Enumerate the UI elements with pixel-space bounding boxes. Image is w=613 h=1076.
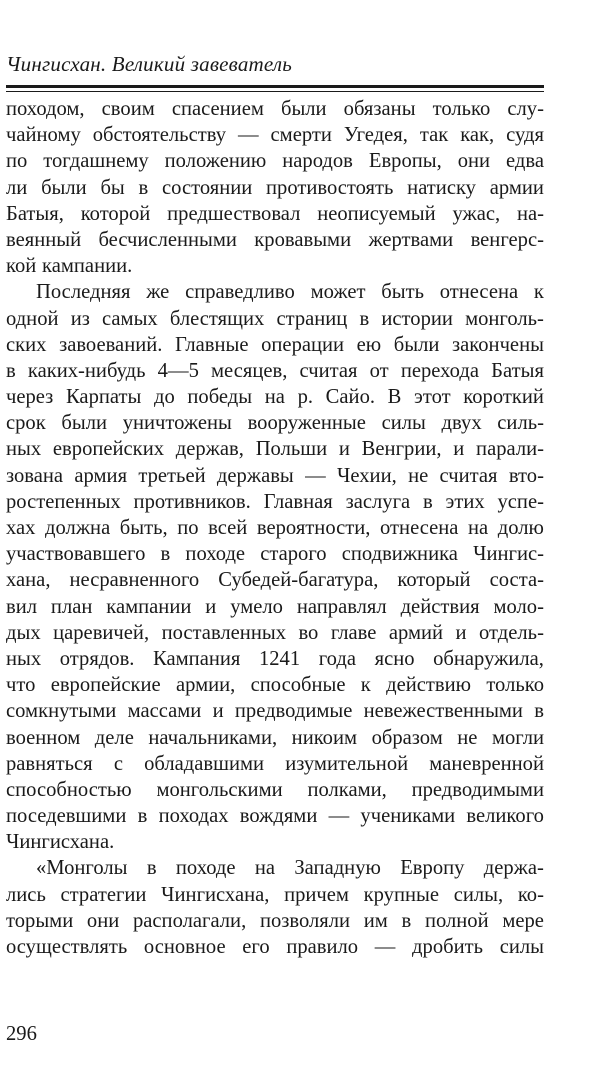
text-line [6, 646, 544, 672]
word: по [6, 150, 28, 173]
word: ных [6, 647, 42, 670]
word: закончены [452, 333, 544, 356]
word: уничтожены [122, 412, 232, 435]
word: полками, [307, 778, 387, 801]
word: противостоять [266, 176, 394, 199]
word: поседевшими [6, 805, 127, 828]
word: ли [6, 176, 28, 199]
word: равняться [6, 752, 93, 775]
word: держав, [175, 438, 244, 461]
word: армий [388, 621, 444, 644]
word: соста- [489, 569, 544, 592]
word: Главная [263, 490, 333, 513]
word: — [305, 464, 326, 487]
word: его [242, 936, 270, 958]
word: силы [381, 412, 426, 435]
word: образом [371, 726, 443, 749]
word: срок [6, 412, 46, 435]
word: отдель- [479, 621, 544, 644]
word: осуществлять [6, 936, 128, 958]
word: были [280, 98, 327, 120]
text-line [6, 567, 544, 593]
word: походах [158, 805, 229, 828]
word: блестящих [169, 307, 265, 330]
word: европейских [52, 438, 165, 461]
word: походе [175, 857, 236, 880]
word: ясно [374, 647, 415, 670]
word: до [153, 386, 175, 409]
word: главе [330, 621, 377, 644]
word: кой [6, 255, 37, 278]
word: в [137, 805, 148, 828]
word: в [138, 176, 149, 199]
word: спасением [171, 98, 264, 120]
word: Батыя [491, 359, 544, 382]
word: сподвижника [341, 543, 458, 566]
word: торыми [6, 909, 74, 932]
word: держа- [483, 857, 544, 880]
word: 4—5 [157, 359, 199, 382]
word: Европу [400, 857, 465, 880]
word: считая [439, 464, 498, 487]
text-line [6, 594, 544, 620]
text-line [6, 384, 544, 410]
word: Чингисхана. [6, 831, 115, 854]
text-line [6, 777, 544, 803]
word: отнесена [439, 281, 519, 304]
word: невежественными [363, 700, 523, 723]
word: действию [386, 674, 472, 697]
word: «Монголы [36, 857, 128, 880]
word: стратегии [60, 883, 147, 906]
word: обстоятельству [92, 124, 227, 147]
word: венгерс- [470, 228, 544, 251]
word: жертвами [368, 228, 454, 251]
word: к [360, 674, 371, 697]
word: вождями [239, 805, 318, 828]
word: через [6, 386, 54, 409]
word: одной [6, 307, 59, 330]
word: как, [460, 124, 495, 147]
word: полной [424, 909, 489, 932]
word: несравненного [69, 569, 200, 592]
word: всей [208, 517, 248, 539]
word: ростепенных [6, 490, 121, 513]
word: считая [299, 359, 358, 382]
word: самых [102, 307, 158, 330]
word: Чингис- [473, 543, 544, 566]
word: от [369, 359, 389, 382]
word: народов [282, 150, 353, 173]
word: силь- [497, 412, 544, 435]
word: силы, [453, 883, 504, 906]
text-line [6, 882, 544, 908]
word: Угедея, [343, 124, 408, 147]
word: Сайо. [325, 386, 376, 409]
word: крупные [363, 883, 440, 906]
word: Польши [255, 438, 328, 461]
word: короткий [463, 386, 544, 409]
word: обязаны [343, 98, 416, 120]
word: и [455, 621, 467, 644]
word: учениками [360, 805, 456, 828]
word: тогдашнему [43, 150, 149, 173]
word: только [432, 98, 491, 120]
word: на- [516, 202, 544, 225]
word: армии, [175, 674, 236, 697]
word: Венгрии, [361, 438, 442, 461]
word: может [310, 281, 366, 304]
word: хана, [6, 569, 51, 592]
text-line [6, 515, 544, 541]
word: дробить [412, 936, 484, 958]
word: только [486, 674, 544, 697]
word: армия [74, 464, 128, 487]
body-text [6, 96, 544, 960]
text-line [6, 148, 544, 174]
word: не [457, 726, 478, 749]
word: предшествовал [167, 202, 301, 225]
word: 1241 [258, 647, 301, 670]
word: великого [466, 805, 544, 828]
word: умело [230, 595, 283, 618]
word: ских [6, 333, 47, 356]
word: своим [101, 98, 155, 120]
word: в [401, 909, 412, 932]
word: по [177, 517, 199, 539]
word: позволяли [259, 909, 351, 932]
text-line [6, 725, 544, 751]
word: в [422, 490, 433, 513]
word: старого [260, 543, 327, 566]
word: предводимыми [411, 778, 544, 801]
word: никоим [291, 726, 358, 749]
word: натиску [407, 176, 476, 199]
word: неописуемый [317, 202, 436, 225]
word: — [328, 805, 350, 828]
word: массами [127, 700, 202, 723]
text-line [6, 306, 544, 332]
word: способностью [6, 778, 132, 801]
text-line [6, 541, 544, 567]
word: вероятности, [256, 517, 371, 539]
word: — [374, 936, 396, 958]
text-line [6, 489, 544, 515]
word: державы [216, 464, 294, 487]
word: и [212, 700, 224, 723]
word: обнаружила, [433, 647, 544, 670]
word: года [318, 647, 356, 670]
word: чайному [6, 124, 81, 147]
word: Главные [175, 333, 249, 356]
word: же [146, 281, 170, 304]
word: обладавшими [144, 752, 265, 775]
word: ных [6, 438, 42, 461]
word: бы [100, 176, 125, 199]
text-line [6, 410, 544, 436]
word: страниц [276, 307, 348, 330]
word: Субедей-багатура, [218, 569, 379, 592]
word: в [160, 543, 171, 566]
word: начальниками, [148, 726, 278, 749]
text-line [6, 253, 544, 279]
word: парали- [476, 438, 544, 461]
word: смерти [270, 124, 332, 147]
word: в [359, 307, 370, 330]
text-line [6, 829, 544, 855]
word: сомкнутыми [6, 700, 117, 723]
word: и [453, 438, 465, 461]
text-line [6, 463, 544, 489]
word: победы [187, 386, 253, 409]
word: с [113, 752, 123, 775]
word: едва [506, 150, 544, 173]
word: дых [6, 621, 41, 644]
word: военном [6, 726, 81, 749]
word: они [86, 909, 120, 932]
text-line [6, 672, 544, 698]
word: располагали, [132, 909, 247, 932]
word: вооруженные [247, 412, 366, 435]
word: деле [94, 726, 134, 749]
word: маневренной [429, 752, 544, 775]
word: на [264, 386, 285, 409]
word: кампании. [42, 255, 133, 278]
word: быть [381, 281, 424, 304]
text-line [6, 803, 544, 829]
word: монголь- [465, 307, 544, 330]
word: истории [381, 307, 453, 330]
word: должна [45, 517, 111, 539]
running-title: Чингисхан. Великий завеватель [6, 52, 293, 76]
text-line [6, 934, 544, 960]
word: противников. [133, 490, 251, 513]
word: р. [297, 386, 314, 409]
word: судя [506, 124, 544, 147]
word: что [6, 674, 36, 697]
word: так [419, 124, 449, 147]
header-rule-thick [6, 85, 544, 88]
text-line [6, 227, 544, 253]
word: на [254, 857, 276, 880]
word: и [205, 595, 217, 618]
text-line [6, 855, 544, 881]
word: Карпаты [65, 386, 142, 409]
word: — [237, 124, 259, 147]
word: Чехии, [337, 464, 397, 487]
word: завоеваний. [59, 333, 163, 356]
word: из [70, 307, 90, 330]
word: месяцев, [211, 359, 288, 382]
word: состоянии [162, 176, 253, 199]
word: ужас, [452, 202, 501, 225]
word: армии [489, 176, 544, 199]
word: бесчисленными [98, 228, 237, 251]
word: вто- [508, 464, 544, 487]
word: были [61, 412, 108, 435]
word: предводимые [234, 700, 353, 723]
word: отрядов. [59, 647, 135, 670]
word: в [146, 857, 157, 880]
word: они [457, 150, 491, 173]
word: кампании [106, 595, 192, 618]
word: этих [445, 490, 485, 513]
word: действия [400, 595, 480, 618]
word: Батыя, [6, 202, 64, 225]
word: двух [441, 412, 482, 435]
word: кровавыми [254, 228, 352, 251]
word: могли [491, 726, 544, 749]
word: план [50, 595, 93, 618]
text-line [6, 751, 544, 777]
text-line [6, 908, 544, 934]
word: лись [6, 883, 46, 906]
text-line [6, 122, 544, 148]
word: поставленных [161, 621, 286, 644]
word: причем [284, 883, 349, 906]
word: перехода [400, 359, 480, 382]
text-line [6, 620, 544, 646]
word: и [338, 438, 350, 461]
word: Европы, [368, 150, 442, 173]
word: в [534, 700, 544, 723]
word: правило [286, 936, 359, 958]
word: ею [356, 333, 382, 356]
word: изумительной [285, 752, 409, 775]
word: этот [414, 386, 451, 409]
word: были [393, 333, 440, 356]
text-line [6, 332, 544, 358]
word: долю [497, 517, 544, 539]
word: справедливо [185, 281, 295, 304]
word: быть, [119, 517, 168, 539]
word: Кампания [153, 647, 241, 670]
word: монгольскими [156, 778, 283, 801]
text-line [6, 436, 544, 462]
word: способные [250, 674, 346, 697]
text-line [6, 96, 544, 122]
word: походом, [6, 98, 85, 120]
word: в [6, 359, 16, 382]
text-line [6, 201, 544, 227]
word: успе- [497, 490, 544, 513]
text-line [6, 358, 544, 384]
word: Чингисхана, [161, 883, 270, 906]
word: на [468, 517, 489, 539]
word: моло- [493, 595, 544, 618]
word: были [41, 176, 87, 199]
word: заслуга [345, 490, 411, 513]
word: отнесена [380, 517, 459, 539]
word: к [533, 281, 544, 304]
word: хах [6, 517, 36, 539]
word: царевичей, [53, 621, 150, 644]
word: направлял [296, 595, 387, 618]
word: им [363, 909, 388, 932]
text-line [6, 279, 544, 305]
word: участвовавшего [6, 543, 146, 566]
word: европейские [50, 674, 161, 697]
word: ко- [517, 883, 544, 906]
word: основное [143, 936, 226, 958]
word: не [408, 464, 429, 487]
word: походе [185, 543, 246, 566]
text-line [6, 175, 544, 201]
word: зована [6, 464, 64, 487]
word: Последняя [36, 281, 131, 304]
word: во [298, 621, 319, 644]
word: каких-нибудь [27, 359, 146, 382]
word: силы [499, 936, 544, 958]
word: В [387, 386, 402, 409]
word: которой [80, 202, 151, 225]
word: третьей [138, 464, 206, 487]
word: мере [502, 909, 544, 932]
page-number: 296 [6, 1023, 37, 1045]
text-line [6, 698, 544, 724]
word: слу- [507, 98, 544, 120]
word: операции [261, 333, 345, 356]
word: положению [164, 150, 267, 173]
word: Западную [294, 857, 381, 880]
word: веянный [6, 228, 82, 251]
header-rule-thin [6, 91, 544, 92]
word: вил [6, 595, 38, 618]
word: который [397, 569, 471, 592]
